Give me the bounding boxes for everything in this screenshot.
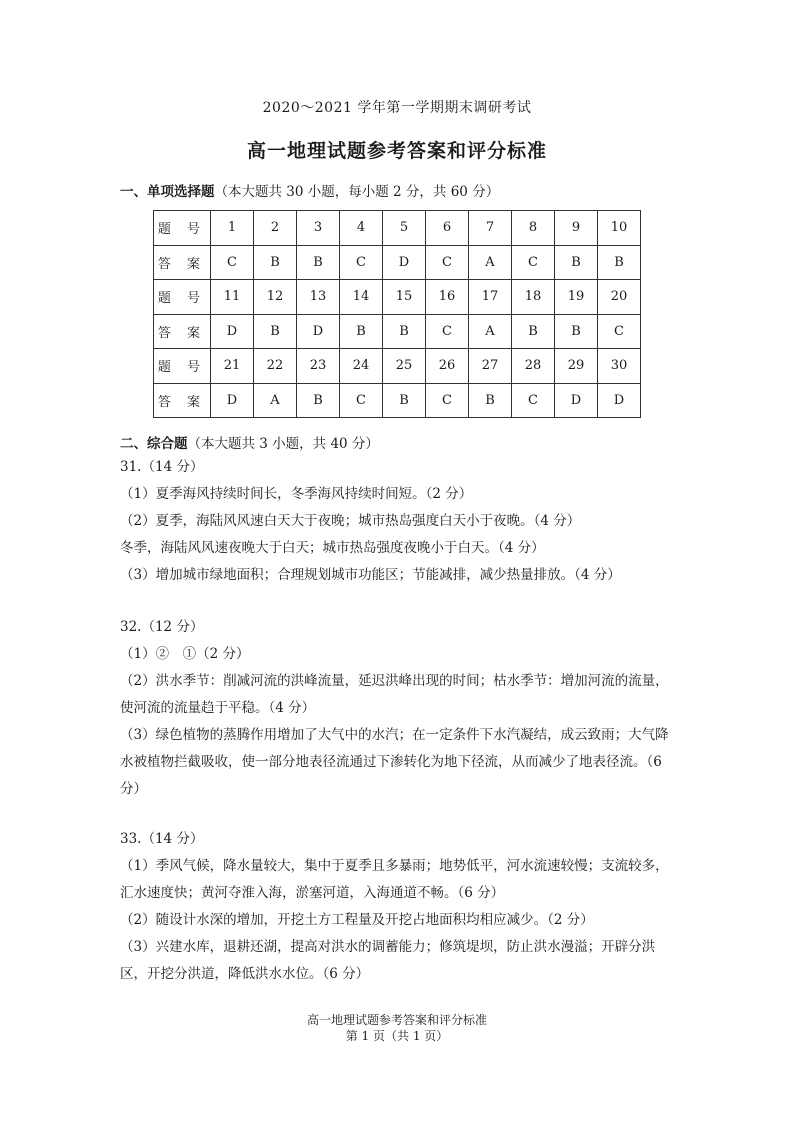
answer-cell: C <box>512 383 555 418</box>
answer-cell: C <box>340 383 383 418</box>
section-2-heading <box>120 432 379 452</box>
section-1-note: （本大题共 30 小题，每小题 2 分，共 60 分） <box>214 184 500 200</box>
answer-cell: D <box>211 383 254 418</box>
row-label: 题 号 <box>154 211 211 246</box>
question-number-cell: 21 <box>211 349 254 384</box>
answer-cell: D <box>383 245 426 280</box>
question-number-cell: 30 <box>598 349 641 384</box>
answer-cell: B <box>297 383 340 418</box>
question-number-cell: 27 <box>469 349 512 384</box>
answer-cell: C <box>211 245 254 280</box>
question-number-cell: 2 <box>254 211 297 246</box>
question-number-cell: 17 <box>469 280 512 315</box>
question-number-cell: 14 <box>340 280 383 315</box>
question-31-line: （1）夏季海风持续时间长，冬季海风持续时间短。（2 分） <box>120 486 473 502</box>
question-number-cell: 19 <box>555 280 598 315</box>
question-number-cell: 6 <box>426 211 469 246</box>
answer-cell: B <box>254 314 297 349</box>
question-33-line: （1）季风气候，降水量较大，集中于夏季且多暴雨；地势低平，河水流速较慢；支流较多，汇水速度快；黄河夺淮入海，淤塞河道，入海通道不畅。（6 分） <box>120 858 669 901</box>
answer-cell: A <box>469 314 512 349</box>
row-label: 答 案 <box>154 245 211 280</box>
answer-table-number-row <box>154 349 641 384</box>
question-31 <box>120 454 680 589</box>
answer-cell: B <box>383 383 426 418</box>
question-number-cell: 24 <box>340 349 383 384</box>
answer-cell: B <box>555 245 598 280</box>
question-33-line: （2）随设计水深的增加，开挖土方工程量及开挖占地面积均相应减少。（2 分） <box>120 912 594 928</box>
answer-cell: A <box>469 245 512 280</box>
answer-cell: C <box>426 314 469 349</box>
exam-subtitle: 2020～2021 学年第一学期期末调研考试 <box>262 100 532 116</box>
question-31-head: 31.（14 分） <box>120 459 204 475</box>
answer-cell: A <box>254 383 297 418</box>
question-number-cell: 29 <box>555 349 598 384</box>
answer-table-number-row <box>154 211 641 246</box>
question-31-line: （3）增加城市绿地面积；合理规划城市功能区；节能减排，减少热量排放。（4 分） <box>120 567 621 583</box>
question-31-line: 冬季，海陆风风速夜晚大于白天；城市热岛强度夜晚小于白天。（4 分） <box>120 540 545 556</box>
section-2-note: （本大题共 3 小题，共 40 分） <box>187 436 379 452</box>
answer-cell: C <box>426 383 469 418</box>
question-number-cell: 12 <box>254 280 297 315</box>
page-footer <box>0 1012 794 1044</box>
answer-cell: C <box>340 245 383 280</box>
row-label: 题 号 <box>154 349 211 384</box>
answer-cell: B <box>383 314 426 349</box>
question-number-cell: 4 <box>340 211 383 246</box>
question-number-cell: 28 <box>512 349 555 384</box>
question-number-cell: 3 <box>297 211 340 246</box>
answer-cell: C <box>598 314 641 349</box>
question-32-head: 32.（12 分） <box>120 619 204 635</box>
answer-cell: D <box>598 383 641 418</box>
row-label: 答 案 <box>154 314 211 349</box>
question-number-cell: 7 <box>469 211 512 246</box>
question-32 <box>120 614 680 803</box>
question-number-cell: 23 <box>297 349 340 384</box>
answer-cell: B <box>469 383 512 418</box>
question-number-cell: 10 <box>598 211 641 246</box>
question-number-cell: 22 <box>254 349 297 384</box>
answer-cell: C <box>426 245 469 280</box>
answer-cell: C <box>512 245 555 280</box>
question-number-cell: 15 <box>383 280 426 315</box>
question-number-cell: 26 <box>426 349 469 384</box>
question-number-cell: 9 <box>555 211 598 246</box>
section-2-title: 二、综合题 <box>120 436 188 452</box>
answer-cell: B <box>340 314 383 349</box>
footer-title: 高一地理试题参考答案和评分标准 <box>306 1013 487 1027</box>
answer-table-answer-row <box>154 314 641 349</box>
question-33-head: 33.（14 分） <box>120 831 204 847</box>
answer-cell: D <box>555 383 598 418</box>
question-number-cell: 11 <box>211 280 254 315</box>
question-number-cell: 25 <box>383 349 426 384</box>
question-number-cell: 8 <box>512 211 555 246</box>
question-33-line: （3）兴建水库，退耕还湖，提高对洪水的调蓄能力；修筑堤坝，防止洪水漫溢；开辟分洪区，开挖分洪道，降低洪水水位。（6 分） <box>120 939 656 982</box>
answer-cell: B <box>512 314 555 349</box>
footer-page-number: 第 1 页（共 1 页） <box>345 1029 449 1043</box>
question-number-cell: 5 <box>383 211 426 246</box>
answer-cell: B <box>254 245 297 280</box>
answer-table-answer-row <box>154 383 641 418</box>
question-number-cell: 18 <box>512 280 555 315</box>
answer-cell: D <box>211 314 254 349</box>
question-33 <box>120 826 680 988</box>
answer-table-answer-row <box>154 245 641 280</box>
question-32-line: （2）洪水季节：削减河流的洪峰流量，延迟洪峰出现的时间；枯水季节：增加河流的流量，使河流的流量趋于平稳。（4 分） <box>120 673 669 716</box>
question-number-cell: 16 <box>426 280 469 315</box>
section-1-heading <box>120 180 499 200</box>
row-label: 题 号 <box>154 280 211 315</box>
question-32-line: （3）绿色植物的蒸腾作用增加了大气中的水汽；在一定条件下水汽凝结，成云致雨；大气降水被植物拦截吸收，使一部分地表径流通过下渗转化为地下径流，从而减少了地表径流。（6 分） <box>120 727 669 797</box>
question-number-cell: 1 <box>211 211 254 246</box>
question-number-cell: 13 <box>297 280 340 315</box>
answer-cell: B <box>297 245 340 280</box>
answer-cell: B <box>555 314 598 349</box>
section-1-title: 一、单项选择题 <box>120 184 215 200</box>
answer-cell: B <box>598 245 641 280</box>
answer-cell: D <box>297 314 340 349</box>
question-31-line: （2）夏季，海陆风风速白天大于夜晚；城市热岛强度白天小于夜晚。（4 分） <box>120 513 581 529</box>
answer-table <box>153 210 641 418</box>
question-32-line: （1）② ①（2 分） <box>120 646 250 662</box>
question-number-cell: 20 <box>598 280 641 315</box>
row-label: 答 案 <box>154 383 211 418</box>
exam-title: 高一地理试题参考答案和评分标准 <box>246 140 547 162</box>
answer-table-number-row <box>154 280 641 315</box>
